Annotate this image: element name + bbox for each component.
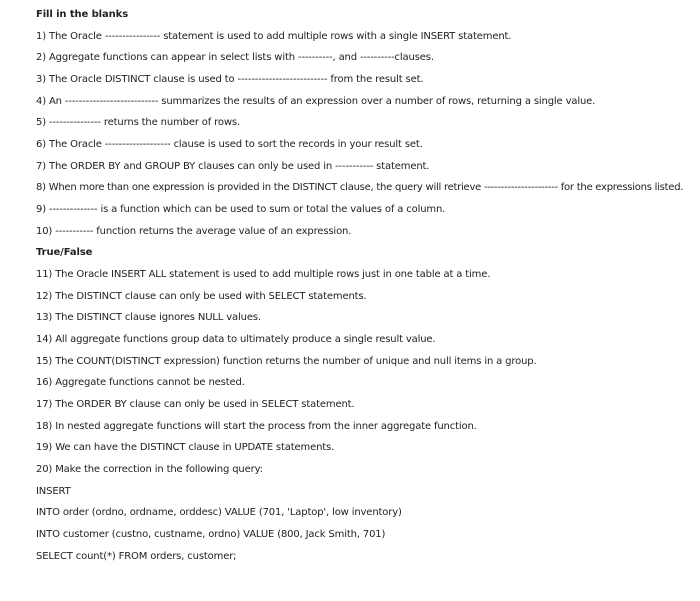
question-12: 12) The DISTINCT clause can only be used with SELECT statements. [36, 291, 367, 302]
question-20: 20) Make the correction in the following query: [36, 464, 263, 475]
question-14: 14) All aggregate functions group data to ultimately produce a single result value. [36, 334, 436, 345]
question-2: 2) Aggregate functions can appear in select lists with ----------, and ----------clauses. [36, 52, 434, 63]
question-3: 3) The Oracle DISTINCT clause is used to -------------------------- from the result set. [36, 74, 424, 85]
question-17: 17) The ORDER BY clause can only be used in SELECT statement. [36, 399, 355, 410]
fill-in-blanks-heading: Fill in the blanks [36, 9, 129, 20]
question-9: 9) -------------- is a function which can be used to sum or total the values of a column. [36, 204, 446, 215]
question-6: 6) The Oracle ------------------- clause is used to sort the records in your result set. [36, 139, 423, 150]
question-8: 8) When more than one expression is provided in the DISTINCT clause, the query will retrieve ---------------------- for the expressions listed. [36, 182, 684, 193]
question-4: 4) An --------------------------- summarizes the results of an expression over a number of rows, returning a single value. [36, 96, 596, 107]
question-13: 13) The DISTINCT clause ignores NULL values. [36, 312, 261, 323]
question-7: 7) The ORDER BY and GROUP BY clauses can only be used in ----------- statement. [36, 161, 430, 172]
question-10: 10) ----------- function returns the average value of an expression. [36, 226, 352, 237]
query-line-insert: INSERT [36, 486, 71, 497]
query-line-customer: INTO customer (custno, custname, ordno) VALUE (800, Jack Smith, 701) [36, 529, 386, 540]
question-15: 15) The COUNT(DISTINCT expression) function returns the number of unique and null items in a group. [36, 356, 537, 367]
query-line-select: SELECT count(*) FROM orders, customer; [36, 551, 237, 562]
question-18: 18) In nested aggregate functions will start the process from the inner aggregate function. [36, 421, 477, 432]
question-5: 5) --------------- returns the number of rows. [36, 117, 241, 128]
question-11: 11) The Oracle INSERT ALL statement is used to add multiple rows just in one table at a time. [36, 269, 491, 280]
query-line-order: INTO order (ordno, ordname, orddesc) VALUE (701, 'Laptop', low inventory) [36, 507, 402, 518]
question-16: 16) Aggregate functions cannot be nested. [36, 377, 245, 388]
question-19: 19) We can have the DISTINCT clause in UPDATE statements. [36, 442, 335, 453]
true-false-heading: True/False [36, 247, 93, 258]
question-1: 1) The Oracle ---------------- statement is used to add multiple rows with a single INSERT statement. [36, 31, 512, 42]
